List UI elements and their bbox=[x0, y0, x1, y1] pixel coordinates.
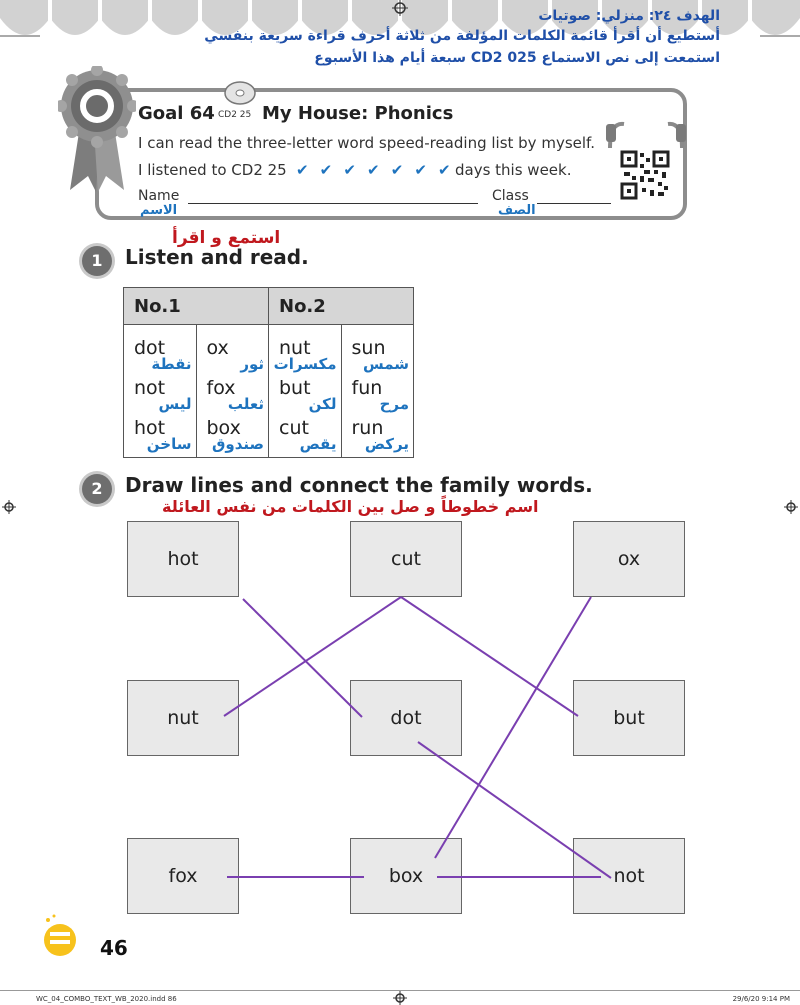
word-arabic: مرح bbox=[379, 395, 409, 413]
table-header-no1: No.1 bbox=[124, 288, 269, 325]
word: dot bbox=[134, 337, 166, 359]
footer-file-label: WC_04_COMBO_TEXT_WB_2020.indd 86 bbox=[36, 995, 177, 1003]
registration-mark-icon bbox=[784, 500, 798, 514]
exercise2-title-arabic: اسم خطوطاً و صل بين الكلمات من نفس العائلة bbox=[162, 497, 539, 516]
line-hot-dot bbox=[243, 599, 362, 717]
listened-prefix: I listened to CD2 25 bbox=[138, 161, 287, 179]
word-arabic: مكسرات bbox=[273, 355, 337, 373]
name-label: Name bbox=[138, 188, 180, 204]
word-arabic: صندوق bbox=[211, 435, 264, 453]
class-label: Class bbox=[492, 188, 529, 204]
word: cut bbox=[279, 417, 309, 439]
check-icon: ✔ bbox=[319, 161, 333, 179]
check-icon: ✔ bbox=[414, 161, 427, 179]
exercise1-title: Listen and read. bbox=[125, 245, 309, 269]
word: ox bbox=[206, 337, 229, 359]
class-label-arabic: الصف bbox=[498, 203, 536, 218]
word-arabic: شمس bbox=[362, 355, 409, 373]
word-arabic: ثعلب bbox=[227, 395, 264, 413]
word-box-ox[interactable]: ox bbox=[573, 521, 685, 597]
page-number: 46 bbox=[100, 936, 128, 960]
exercise1-title-arabic: استمع و اقرأ bbox=[172, 228, 281, 248]
table-header-no2: No.2 bbox=[269, 288, 414, 325]
word-box-fox[interactable]: fox bbox=[127, 838, 239, 914]
word-box-box[interactable]: box bbox=[350, 838, 462, 914]
word-box-nut[interactable]: nut bbox=[127, 680, 239, 756]
word: box bbox=[206, 417, 241, 439]
word-arabic: نقطة bbox=[151, 355, 192, 373]
word: fun bbox=[351, 377, 383, 399]
registration-mark-icon bbox=[393, 991, 407, 1005]
exercise1-number: 1 bbox=[82, 246, 112, 276]
registration-mark-icon bbox=[2, 500, 16, 514]
word: not bbox=[134, 377, 166, 399]
check-icon: ✔ bbox=[438, 161, 451, 179]
listened-suffix: days this week. bbox=[455, 161, 572, 179]
word: but bbox=[279, 377, 311, 399]
arabic-header-line1: الهدف ٢٤: منزلي: صوتيات bbox=[538, 8, 720, 24]
check-icon: ✔ bbox=[367, 161, 380, 179]
check-icon: ✔ bbox=[390, 161, 404, 179]
cd-track-label: CD2 25 bbox=[218, 110, 252, 120]
word: fox bbox=[206, 377, 236, 399]
word-box-not[interactable]: not bbox=[573, 838, 685, 914]
word: run bbox=[351, 417, 384, 439]
word-arabic: ثور bbox=[240, 355, 264, 373]
line-nut-cut bbox=[224, 597, 401, 716]
arabic-header-line3: استمعت إلى نص الاستماع CD2 025 سبعة أيام هذا الأسبوع bbox=[314, 50, 720, 66]
word: nut bbox=[279, 337, 311, 359]
word: hot bbox=[134, 417, 166, 439]
word-arabic: ليس bbox=[158, 395, 192, 413]
footer-timestamp: 29/6/20 9:14 PM bbox=[732, 995, 790, 1003]
word-arabic: لكن bbox=[308, 395, 337, 413]
check-icon: ✔ bbox=[343, 161, 356, 179]
exercise2-number: 2 bbox=[82, 474, 112, 504]
goal-statement: I can read the three-letter word speed-reading list by myself. bbox=[138, 134, 595, 152]
publisher-logo-icon bbox=[40, 914, 78, 958]
goal-title: My House: Phonics bbox=[262, 103, 454, 124]
line-dot-not bbox=[418, 742, 611, 878]
arabic-header-line2: أستطيع أن أقرأ قائمة الكلمات المؤلفة من ثلاثة أحرف قراءة سريعة بنفسي bbox=[204, 28, 720, 44]
word-arabic: يقص bbox=[299, 435, 337, 453]
word-box-cut[interactable]: cut bbox=[350, 521, 462, 597]
word-box-but[interactable]: but bbox=[573, 680, 685, 756]
word-box-dot[interactable]: dot bbox=[350, 680, 462, 756]
name-label-arabic: الاسم bbox=[140, 203, 178, 218]
check-icon: ✔ bbox=[296, 161, 309, 179]
line-cut-but bbox=[401, 597, 578, 716]
exercise2-title: Draw lines and connect the family words. bbox=[125, 473, 593, 497]
word-box-hot[interactable]: hot bbox=[127, 521, 239, 597]
goal-label: Goal 64 bbox=[138, 103, 215, 124]
word-arabic: يركض bbox=[364, 435, 409, 453]
word: sun bbox=[351, 337, 386, 359]
word-arabic: ساخن bbox=[146, 435, 192, 453]
